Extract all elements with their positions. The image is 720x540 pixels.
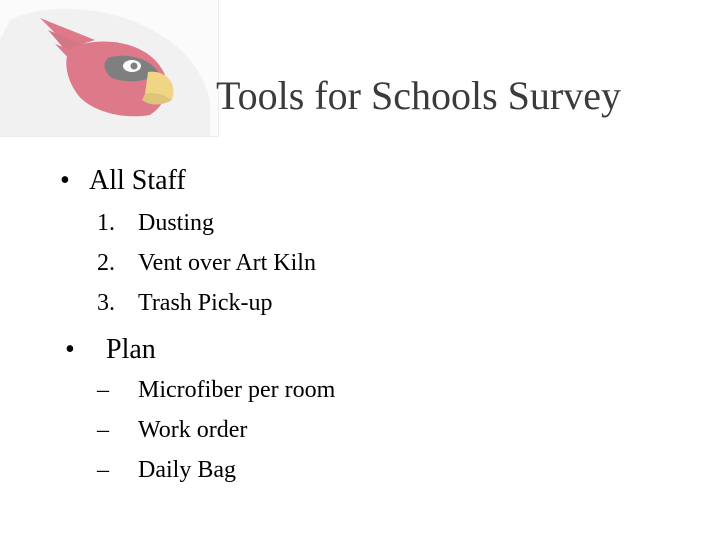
list-number: 2. [97,250,115,276]
list-item [97,415,497,445]
list-item [97,375,497,405]
list-item-text: Work order [138,417,248,443]
list-item [97,248,497,278]
list-item [97,288,497,318]
list-item [97,455,497,485]
list-item-text: Trash Pick-up [138,290,273,316]
section-label: All Staff [89,165,186,196]
slide-title: Tools for Schools Survey [216,73,621,118]
list-dash: – [97,457,109,483]
list-item-text: Microfiber per room [138,377,336,403]
list-number: 3. [97,290,115,316]
cardinal-head-icon [0,0,218,136]
list-item [97,208,497,238]
list-dash: – [97,377,109,403]
logo-panel [0,0,219,137]
bullet-marker: • [60,165,70,196]
list-number: 1. [97,210,115,236]
list-item-text: Daily Bag [138,457,236,483]
list-item-text: Vent over Art Kiln [138,250,316,276]
section-all-staff [60,164,360,198]
bullet-marker: • [65,334,75,365]
section-plan [65,333,365,367]
list-item-text: Dusting [138,210,215,236]
section-label: Plan [106,334,156,365]
list-dash: – [97,417,109,443]
